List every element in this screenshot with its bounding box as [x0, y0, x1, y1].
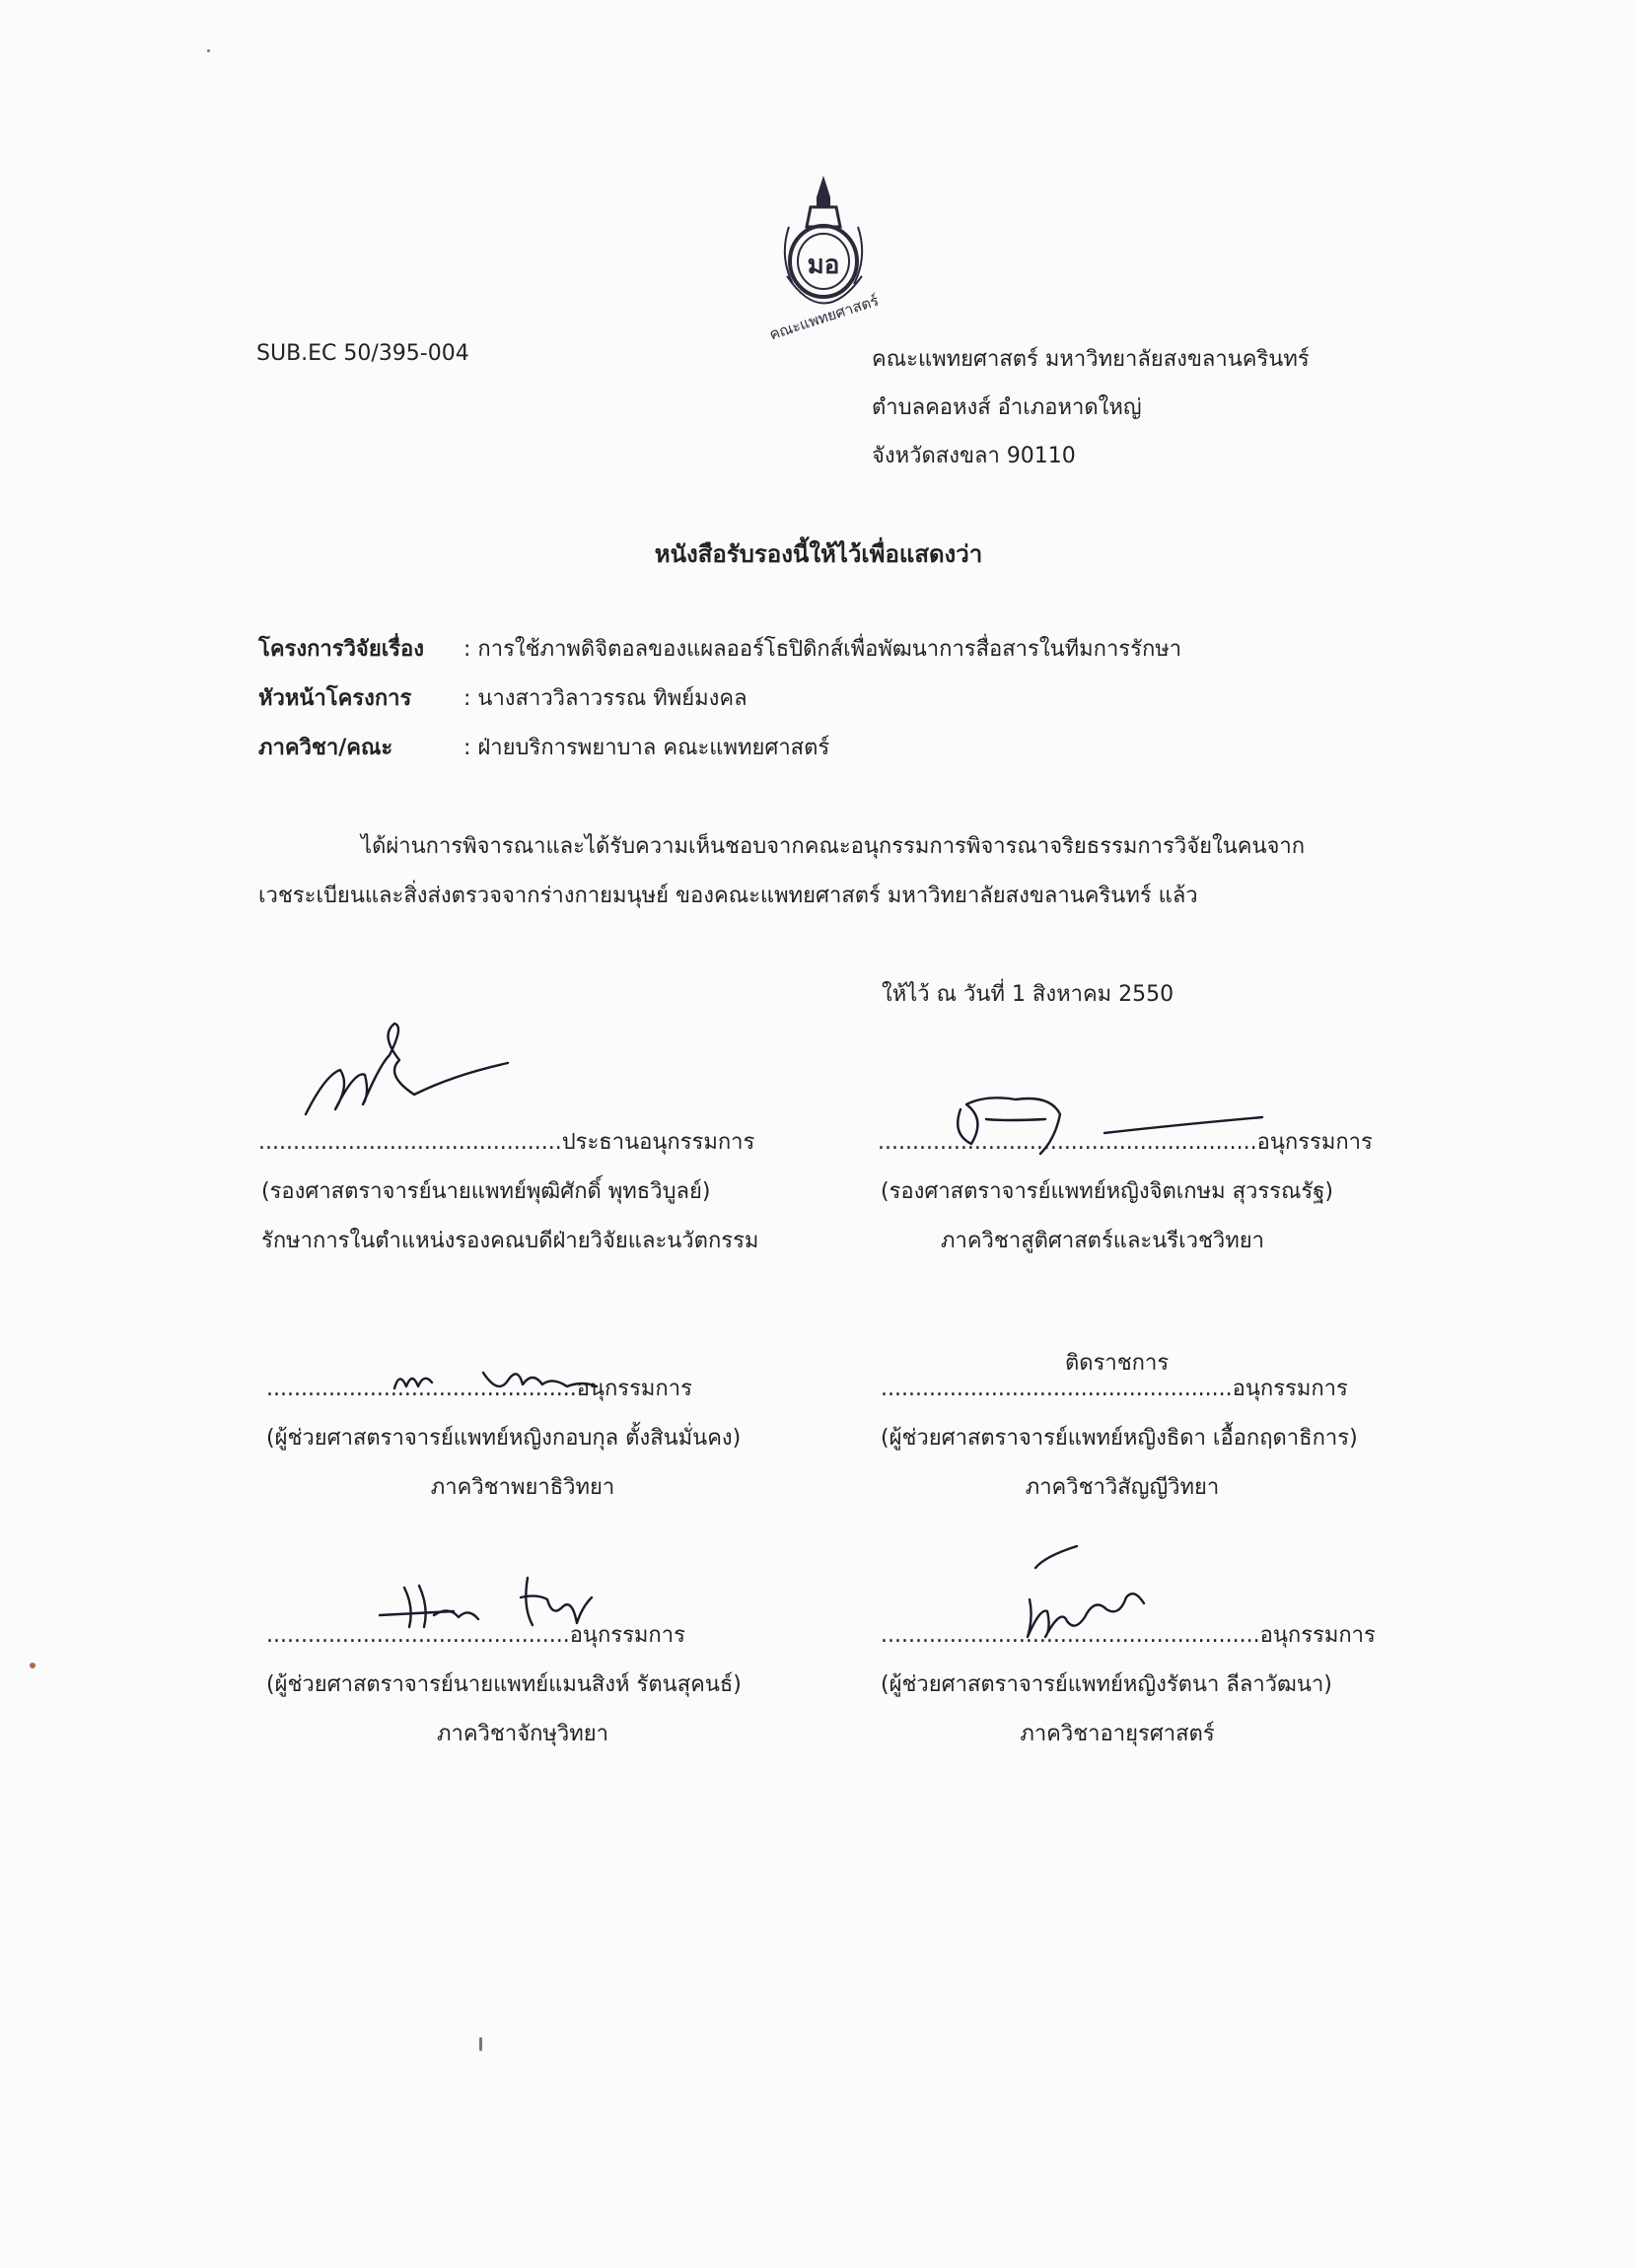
member3-annotation: ติดราชการ: [1065, 1351, 1170, 1376]
document-heading: หนังสือรับรองนี้ให้ไว้เพื่อแสดงว่า: [654, 540, 983, 568]
member4-signature-line: ............................................อนุกรรมการ: [266, 1623, 685, 1648]
chair-signature-icon: [296, 1016, 523, 1124]
project-title-value: : การใช้ภาพดิจิตอลของแผลออร์โธปิดิกส์เพื่อพัฒนาการสื่อสารในทีมการรักษา: [463, 637, 1182, 662]
project-leader-label: หัวหน้าโครงการ: [258, 686, 412, 711]
scan-speck: [30, 1663, 36, 1668]
seal: [759, 168, 888, 344]
issue-date: ให้ไว้ ณ วันที่ 1 สิงหาคม 2550: [882, 982, 1174, 1007]
scan-speck: [479, 2037, 482, 2051]
department-value: : ฝ่ายบริการพยาบาล คณะแพทยศาสตร์: [463, 736, 830, 760]
member3-name: (ผู้ช่วยศาสตราจารย์แพทย์หญิงธิดา เอื้อกฤดาธิการ): [881, 1426, 1358, 1451]
scan-speck: [207, 49, 210, 52]
body-line-2: เวชระเบียนและสิ่งส่งตรวจจากร่างกายมนุษย์ ของคณะแพทยศาสตร์ มหาวิทยาลัยสงขลานครินทร์ แล้ว: [258, 884, 1198, 908]
department-label: ภาควิชา/คณะ: [258, 736, 393, 760]
member5-name: (ผู้ช่วยศาสตราจารย์แพทย์หญิงรัตนา ลีลาวัฒนา): [881, 1672, 1332, 1697]
address-line-1: คณะแพทยศาสตร์ มหาวิทยาลัยสงขลานครินทร์: [872, 347, 1310, 372]
reference-number: SUB.EC 50/395-004: [256, 341, 469, 366]
member3-role: ภาควิชาวิสัญญีวิทยา: [1025, 1475, 1220, 1500]
member4-role: ภาควิชาจักษุวิทยา: [436, 1722, 609, 1746]
member5-signature-line: .......................................................อนุกรรมการ: [881, 1623, 1376, 1648]
project-leader-value: : นางสาววิลาวรรณ ทิพย์มงคล: [463, 686, 747, 711]
seal-center-text: มอ: [807, 250, 840, 280]
member2-signature-line: .............................................อนุกรรมการ: [266, 1377, 692, 1401]
chair-signature-line: ............................................ประธานอนุกรรมการ: [258, 1130, 755, 1155]
member3-signature-line: ...................................................อนุกรรมการ: [881, 1377, 1348, 1401]
member5-role: ภาควิชาอายุรศาสตร์: [1020, 1722, 1215, 1746]
member4-name: (ผู้ช่วยศาสตราจารย์นายแพทย์แมนสิงห์ รัตนสุคนธ์): [266, 1672, 742, 1697]
seal-arc-text: คณะแพทยศาสตร์: [767, 291, 882, 344]
member1-name: (รองศาสตราจารย์แพทย์หญิงจิตเกษม สุวรรณรัฐ): [881, 1179, 1333, 1204]
chair-name: (รองศาสตราจารย์นายแพทย์พุฒิศักดิ์ พุทธวิบูลย์): [261, 1179, 711, 1204]
member1-role: ภาควิชาสูติศาสตร์และนรีเวชวิทยา: [940, 1229, 1264, 1253]
chair-role: รักษาการในตำแหน่งรองคณบดีฝ่ายวิจัยและนวัตกรรม: [261, 1229, 759, 1253]
member1-signature-line: .......................................................อนุกรรมการ: [878, 1130, 1373, 1155]
member2-role: ภาควิชาพยาธิวิทยา: [430, 1475, 615, 1500]
address-line-3: จังหวัดสงขลา 90110: [872, 444, 1076, 468]
address-line-2: ตำบลคอหงส์ อำเภอหาดใหญ่: [872, 395, 1142, 420]
member2-name: (ผู้ช่วยศาสตราจารย์แพทย์หญิงกอบกุล ตั้งสินมั่นคง): [266, 1426, 742, 1451]
body-line-1: ได้ผ่านการพิจารณาและได้รับความเห็นชอบจากคณะอนุกรรมการพิจารณาจริยธรรมการวิจัยในคนจาก: [361, 834, 1306, 859]
project-title-label: โครงการวิจัยเรื่อง: [258, 637, 425, 662]
